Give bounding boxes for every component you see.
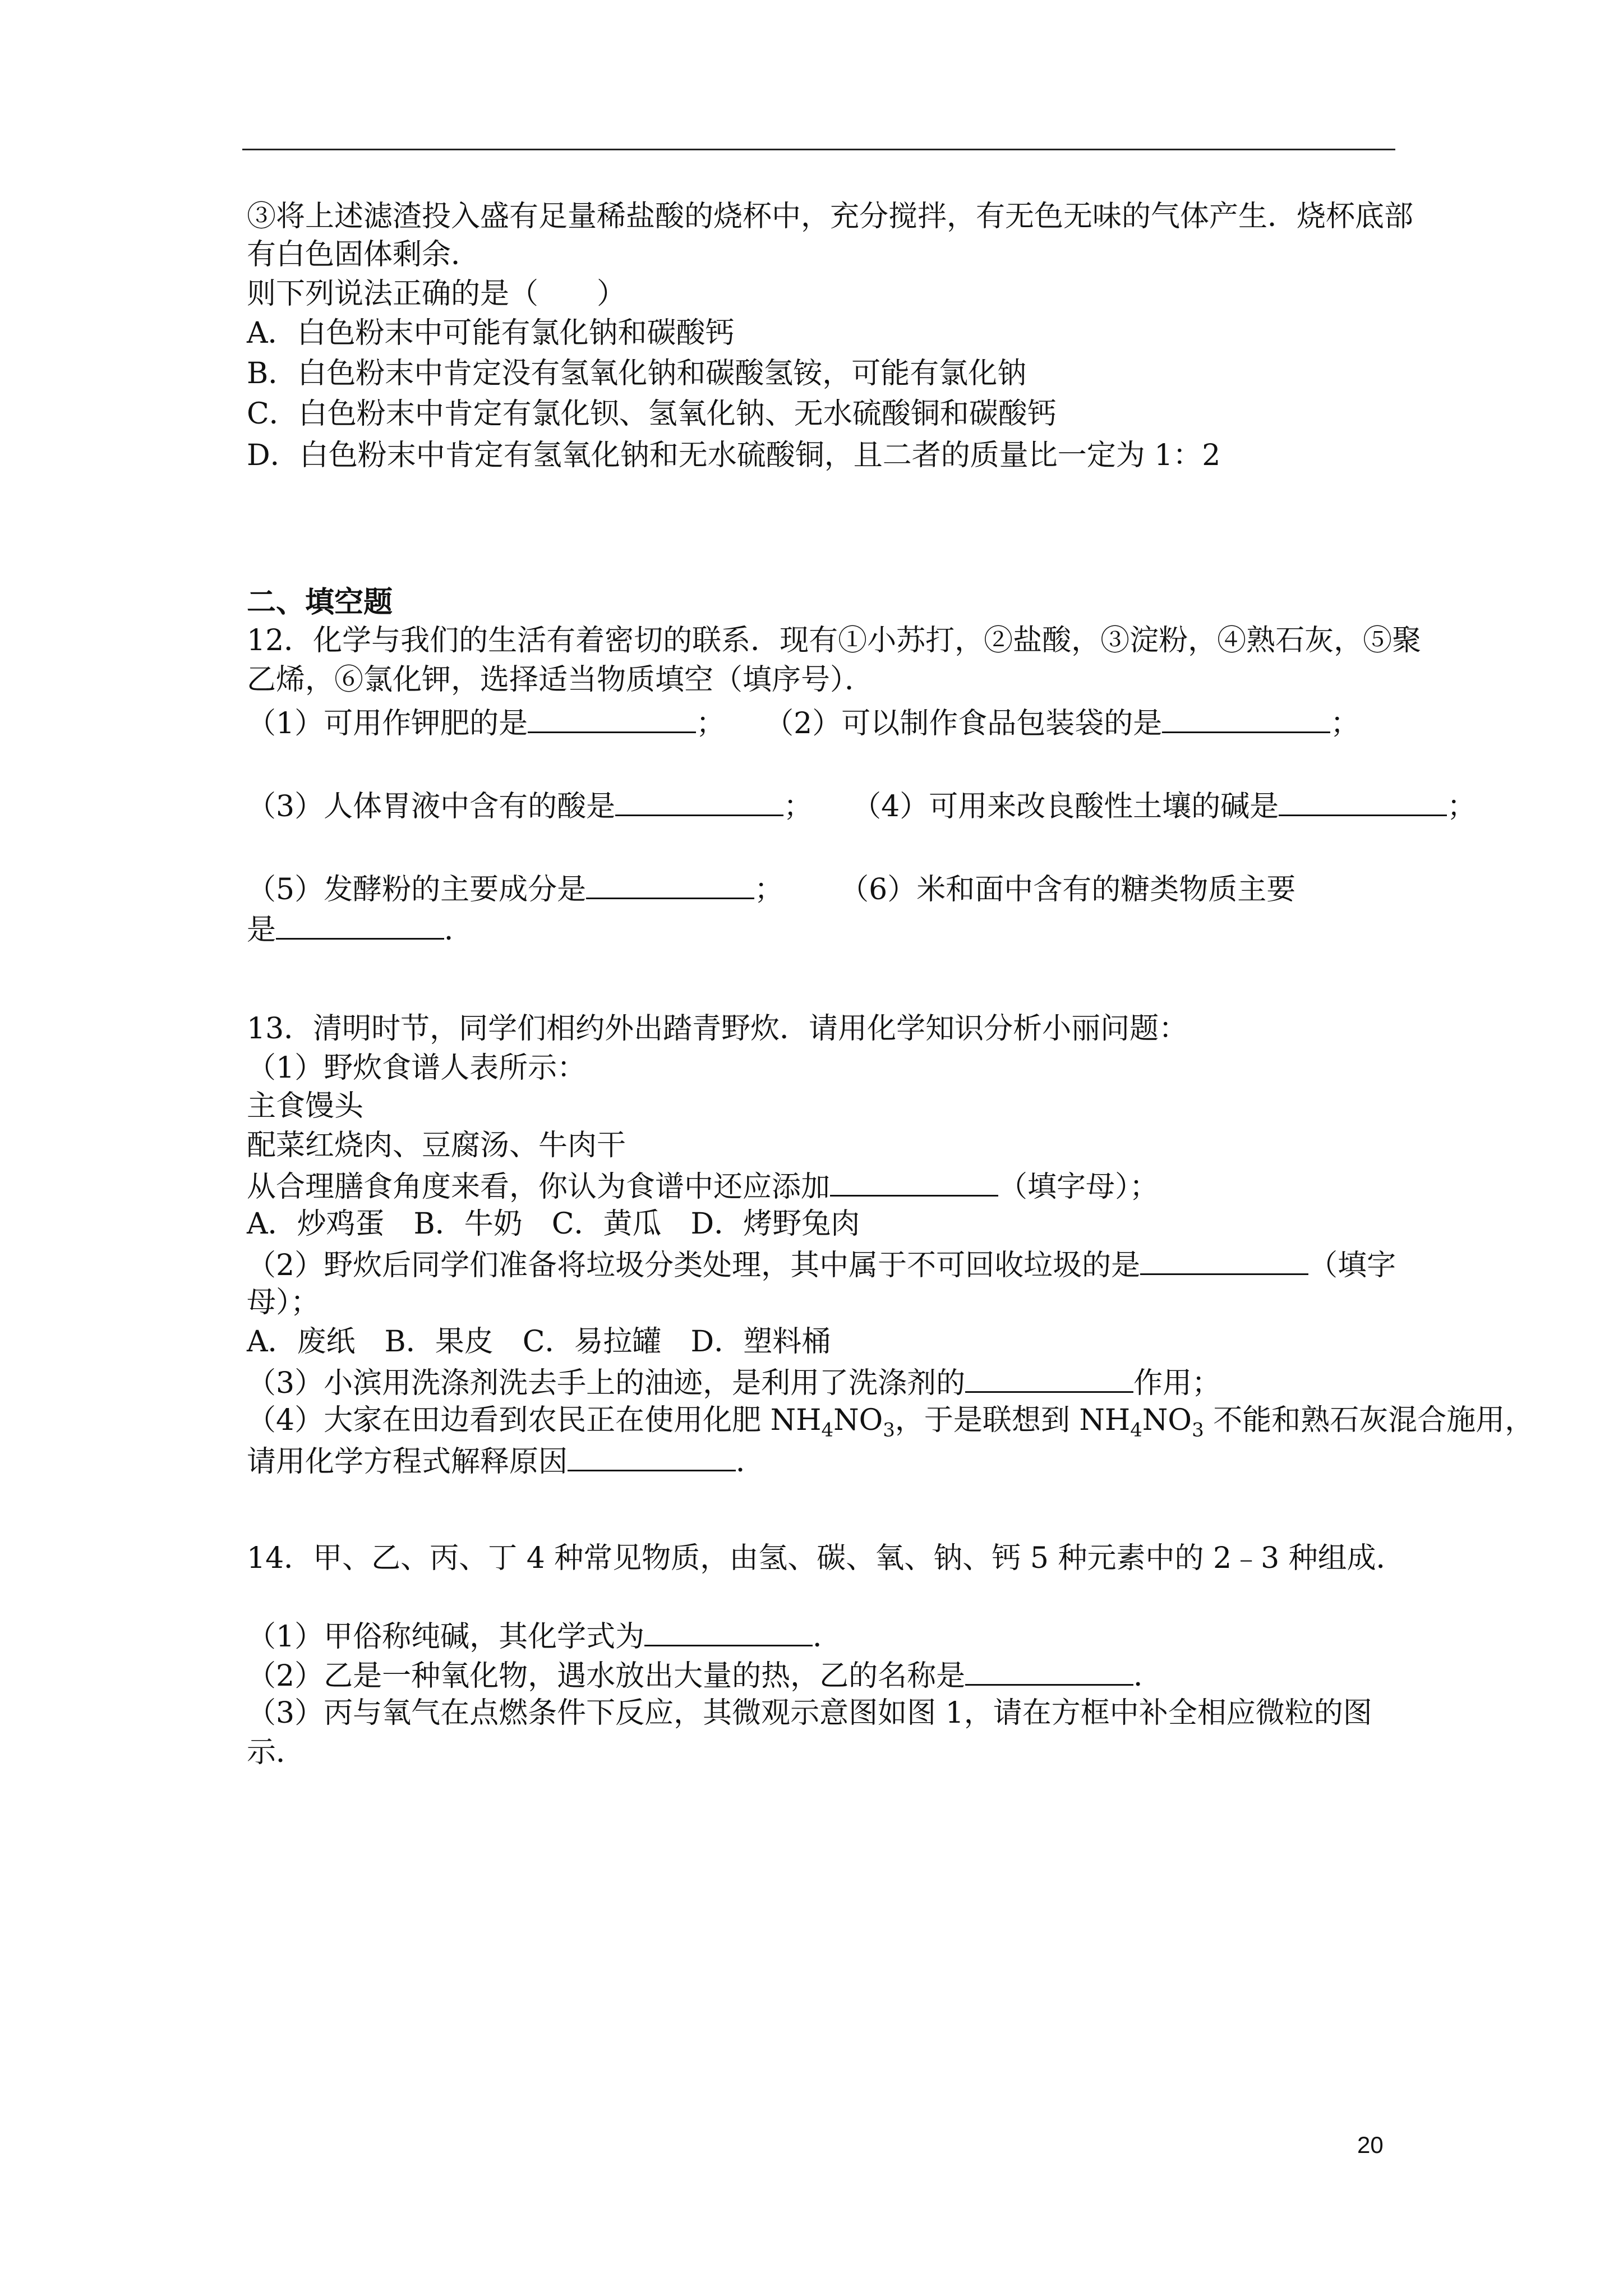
- q12-row2: [247, 785, 1476, 826]
- q14-p2: （2）乙是一种氧化物，遇水放出大量的热，乙的名称是: [247, 1659, 966, 1693]
- q13-p4-mid: ，于是联想到 NH: [895, 1404, 1131, 1437]
- q12-p6: （6）米和面中含有的糖类物质主要: [840, 873, 1296, 907]
- q14-blank-1[interactable]: [644, 1616, 813, 1646]
- header-rule: [242, 149, 1395, 150]
- q13-waste-options: A．废纸 B．果皮 C．易拉罐 D．塑料桶: [247, 1325, 831, 1359]
- q14-end: ．: [813, 1620, 842, 1654]
- q11-option-d: D．白色粉末中肯定有氢氧化钠和无水硫酸铜，且二者的质量比一定为 1：2: [247, 439, 1221, 472]
- q13-dishes: 配菜红烧肉、豆腐汤、牛肉干: [247, 1129, 626, 1162]
- q11-option-b: B．白色粉末中肯定没有氢氧化钠和碳酸氢铵，可能有氯化钠: [247, 357, 1027, 390]
- q14-p3-line2: 示．: [247, 1736, 306, 1769]
- q13-p1: （1）野炊食谱人表所示：: [247, 1051, 587, 1085]
- q12-p5: （5）发酵粉的主要成分是: [247, 873, 587, 907]
- q14-p1-row: [247, 1616, 842, 1656]
- q12-p6-cont: 是: [247, 913, 276, 947]
- q13-p3-end: 作用；: [1133, 1366, 1221, 1400]
- q12-sep: ；: [754, 873, 784, 907]
- q12-sep: ；: [1330, 707, 1360, 740]
- q13-p2-row: [247, 1244, 1396, 1285]
- page-number: 20: [1357, 2132, 1384, 2158]
- q13-sub-4: 4: [821, 1419, 834, 1442]
- q12-p3: （3）人体胃液中含有的酸是: [247, 790, 616, 823]
- q13-diet-question: [247, 1166, 1159, 1206]
- q12-sep: ；: [783, 790, 813, 823]
- q14-p3-line1: （3）丙与氧气在点燃条件下反应，其微观示意图如图 1，请在方框中补全相应微粒的图: [247, 1696, 1372, 1730]
- q12-row4: [247, 909, 473, 949]
- q13-p4-b2: NO: [1142, 1404, 1192, 1437]
- q13-p4-b: NO: [833, 1404, 883, 1437]
- q12-p4: （4）可用来改良酸性土壤的碱是: [852, 790, 1279, 823]
- q11-ask: 则下列说法正确的是（ ）: [247, 277, 626, 311]
- q12-blank-5[interactable]: [586, 868, 754, 899]
- q12-blank-4[interactable]: [1279, 785, 1447, 816]
- q13-sub-4b: 4: [1130, 1419, 1142, 1442]
- q13-diet-options: A．炒鸡蛋 B．牛奶 C．黄瓜 D．烤野兔肉: [247, 1207, 860, 1241]
- q13-blank-diet[interactable]: [830, 1166, 998, 1197]
- q14-p2-row: [247, 1655, 1163, 1695]
- q13-p4-line2: [247, 1441, 765, 1481]
- q12-line2: 乙烯，⑥氯化钾，选择适当物质填空（填序号）．: [247, 663, 874, 697]
- section-title: 二、填空题: [247, 585, 393, 619]
- q14-p1: （1）甲俗称纯碱，其化学式为: [247, 1620, 645, 1654]
- q13-p3-row: [247, 1362, 1221, 1402]
- q13-diet-q: 从合理膳食角度来看，你认为食谱中还应添加: [247, 1170, 831, 1204]
- q13-end: ．: [736, 1445, 766, 1479]
- q13-p4-line2-text: 请用化学方程式解释原因: [247, 1445, 568, 1479]
- q12-blank-1[interactable]: [528, 702, 696, 733]
- q13-p2: （2）野炊后同学们准备将垃圾分类处理，其中属于不可回收垃圾的是: [247, 1249, 1141, 1282]
- q13-sub-3b: 3: [1192, 1419, 1204, 1442]
- q13-p2-cont: 母）；: [247, 1286, 320, 1319]
- q12-row1: [247, 702, 1359, 743]
- q13-sub-3: 3: [883, 1419, 895, 1442]
- q14-line1: 14．甲、乙、丙、丁 4 种常见物质，由氢、碳、氧、钠、钙 5 种元素中的 2﹣3 种组成．: [247, 1542, 1405, 1575]
- q11-step3-line1: ③将上述滤渣投入盛有足量稀盐酸的烧杯中，充分搅拌，有无色无味的气体产生．烧杯底部: [247, 200, 1414, 233]
- q12-blank-6[interactable]: [276, 909, 444, 940]
- q13-diet-hint: （填字母）；: [998, 1170, 1159, 1204]
- q12-p2: （2）可以制作食品包装袋的是: [764, 707, 1163, 740]
- q12-end: ．: [444, 913, 474, 947]
- q13-staple: 主食馒头: [247, 1089, 364, 1123]
- q14-end: ．: [1133, 1659, 1163, 1693]
- q13-blank-waste[interactable]: [1140, 1244, 1308, 1275]
- q12-blank-3[interactable]: [615, 785, 783, 816]
- q13-blank-equation[interactable]: [568, 1441, 736, 1471]
- q12-sep: ；: [696, 707, 726, 740]
- q11-option-a: A．白色粉末中可能有氯化钠和碳酸钙: [247, 316, 735, 350]
- q13-p3: （3）小滨用洗涤剂洗去手上的油迹，是利用了洗涤剂的: [247, 1366, 966, 1400]
- q13-line1: 13．清明时节，同学们相约外出踏青野炊．请用化学知识分析小丽问题：: [247, 1012, 1188, 1046]
- q12-row3: [247, 868, 1295, 909]
- q12-line1: 12．化学与我们的生活有着密切的联系．现有①小苏打，②盐酸，③淀粉，④熟石灰，⑤聚: [247, 624, 1422, 657]
- q12-blank-2[interactable]: [1162, 702, 1330, 733]
- q11-option-c: C．白色粉末中肯定有氯化钡、氢氧化钠、无水硫酸铜和碳酸钙: [247, 397, 1057, 431]
- q12-sep: ；: [1447, 790, 1477, 823]
- q13-p4-a: （4）大家在田边看到农民正在使用化肥 NH: [247, 1404, 822, 1437]
- q13-blank-detergent[interactable]: [965, 1362, 1133, 1393]
- q13-p2-hint: （填字: [1308, 1249, 1396, 1282]
- q14-blank-2[interactable]: [965, 1655, 1133, 1686]
- q12-p1: （1）可用作钾肥的是: [247, 707, 528, 740]
- q13-p4-c: 不能和熟石灰混合施用，: [1204, 1404, 1534, 1437]
- q11-step3-line2: 有白色固体剩余．: [247, 238, 481, 272]
